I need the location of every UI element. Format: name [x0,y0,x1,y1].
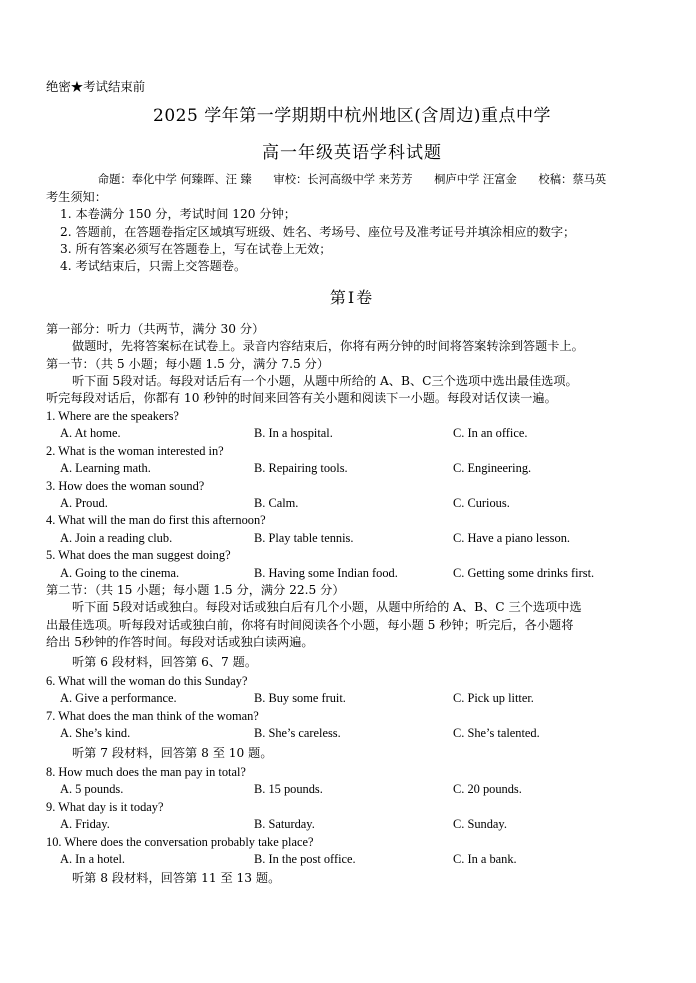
option-a: A. Learning math. [60,461,151,476]
question-text: 6. What will the woman do this Sunday? [46,673,248,688]
question-text: 3. How does the woman sound? [46,478,205,493]
answer-options [60,425,658,442]
answer-options [60,816,658,833]
option-c: C. Engineering. [453,461,532,476]
option-b: B. Repairing tools. [254,461,348,476]
answer-options [60,565,658,582]
listen-instruction-8: 听第 8 段材料，回答第 11 至 13 题。 [72,871,281,886]
option-c: C. In a bank. [453,852,517,867]
part1-intro: 做题时，先将答案标在试卷上。录音内容结束后，你将有两分钟的时间将答案转涂到答题卡上。 [72,339,584,354]
exam-subtitle: 高一年级英语学科试题 [262,143,442,164]
answer-options [60,460,658,477]
option-a: A. Proud. [60,495,108,510]
option-a: A. Give a performance. [60,691,177,706]
s2-intro-cont: 出最佳选项。听每段对话或独白前，你将有时间阅读各个小题，每小题 5 秒钟；听完后，各小题将 [46,617,574,632]
exam-title: 2025 学年第一学期期中杭州地区(含周边)重点中学 [153,106,551,127]
confidential-mark: 绝密★考试结束前 [46,79,146,94]
notice-list [60,206,658,276]
section-title: 第Ⅰ卷 [329,287,375,307]
option-a: A. Join a reading club. [60,530,173,545]
option-a: A. At home. [60,426,121,441]
option-a: A. Going to the cinema. [60,565,180,580]
option-c: C. Sunday. [453,817,507,832]
option-c: C. Have a piano lesson. [453,530,570,545]
notice-title: 考生须知： [46,189,107,204]
s2-title: 第二节：（共 15 小题；每小题 1.5 分，满分 22.5 分） [46,582,345,597]
option-c: C. 20 pounds. [453,782,522,797]
author-line [46,171,658,188]
option-c: C. She’s talented. [453,726,540,741]
answer-options [60,781,658,798]
s1-intro-cont: 听完每段对话后，你都有 10 秒钟的时间来回答有关小题和阅读下一小题。每段对话仅读一遍。 [46,391,557,406]
answer-options [60,690,658,707]
option-b: B. Having some Indian food. [254,565,398,580]
answer-options [60,725,658,742]
answer-options [60,495,658,512]
listen-instruction-7: 听第 7 段材料，回答第 8 至 10 题。 [72,745,273,760]
question-text: 7. What does the man think of the woman? [46,708,259,723]
question-text: 9. What day is it today? [46,799,164,814]
notice-item: 3. 所有答案必须写在答题卷上，写在试卷上无效； [60,242,332,257]
option-b: B. She’s careless. [254,726,341,741]
author-reviewer: 审校：长河高级中学 来芳芳 [273,173,413,187]
answer-options [60,530,658,547]
question-text: 2. What is the woman interested in? [46,443,224,458]
option-a: A. Friday. [60,817,110,832]
option-a: A. 5 pounds. [60,782,124,797]
option-b: B. In the post office. [254,852,356,867]
option-c: C. Pick up litter. [453,691,534,706]
question-text: 8. How much does the man pay in total? [46,765,246,779]
option-a: A. She’s kind. [60,726,131,741]
question-text: 10. Where does the conversation probably take place? [46,834,314,849]
notice-item: 4. 考试结束后，只需上交答题卷。 [60,259,247,274]
notice-item: 2. 答题前，在答题卷指定区域填写班级、姓名、考场号、座位号及准考证号并填涂相应的数字； [60,224,576,239]
option-c: C. In an office. [453,426,528,441]
group6-question-list [46,673,658,743]
answer-options [60,851,658,868]
s2-intro: 听下面 5段对话或独白。每段对话或独白后有几个小题，从题中所给的 A、B、C 三个选项中选 [72,600,582,615]
option-c: C. Getting some drinks first. [453,565,595,580]
option-b: B. Buy some fruit. [254,691,346,706]
option-c: C. Curious. [453,495,510,510]
option-b: B. Play table tennis. [254,530,354,545]
listen-instruction-6: 听第 6 段材料，回答第 6、7 题。 [72,654,258,669]
option-a: A. In a hotel. [60,852,126,867]
author-proofreader: 校稿：蔡马英 [538,173,607,187]
notice-item: 1. 本卷满分 150 分，考试时间 120 分钟； [60,207,296,222]
question-text: 1. Where are the speakers? [46,408,179,423]
option-b: B. Saturday. [254,817,315,832]
s1-intro: 听下面 5段对话。每段对话后有一个小题，从题中所给的 A、B、C三个选项中选出最佳选项。 [72,374,578,389]
s1-title: 第一节：（共 5 小题；每小题 1.5 分，满分 7.5 分） [46,356,330,371]
option-b: B. In a hospital. [254,426,333,441]
s1-question-list [46,408,658,582]
question-text: 4. What will the man do first this afternoon? [46,513,266,528]
question-text: 5. What does the man suggest doing? [46,548,231,563]
group7-question-list [46,764,658,868]
author-setter: 命题：奉化中学 何臻晖、汪 臻 [97,173,252,187]
author-reviewer-2: 桐庐中学 汪富金 [434,173,517,187]
part1-title: 第一部分：听力（共两节，满分 30 分） [46,321,265,336]
option-b: B. 15 pounds. [254,782,323,797]
option-b: B. Calm. [254,495,299,510]
s2-intro-cont-2: 给出 5秒钟的作答时间。每段对话或独白读两遍。 [46,635,314,650]
